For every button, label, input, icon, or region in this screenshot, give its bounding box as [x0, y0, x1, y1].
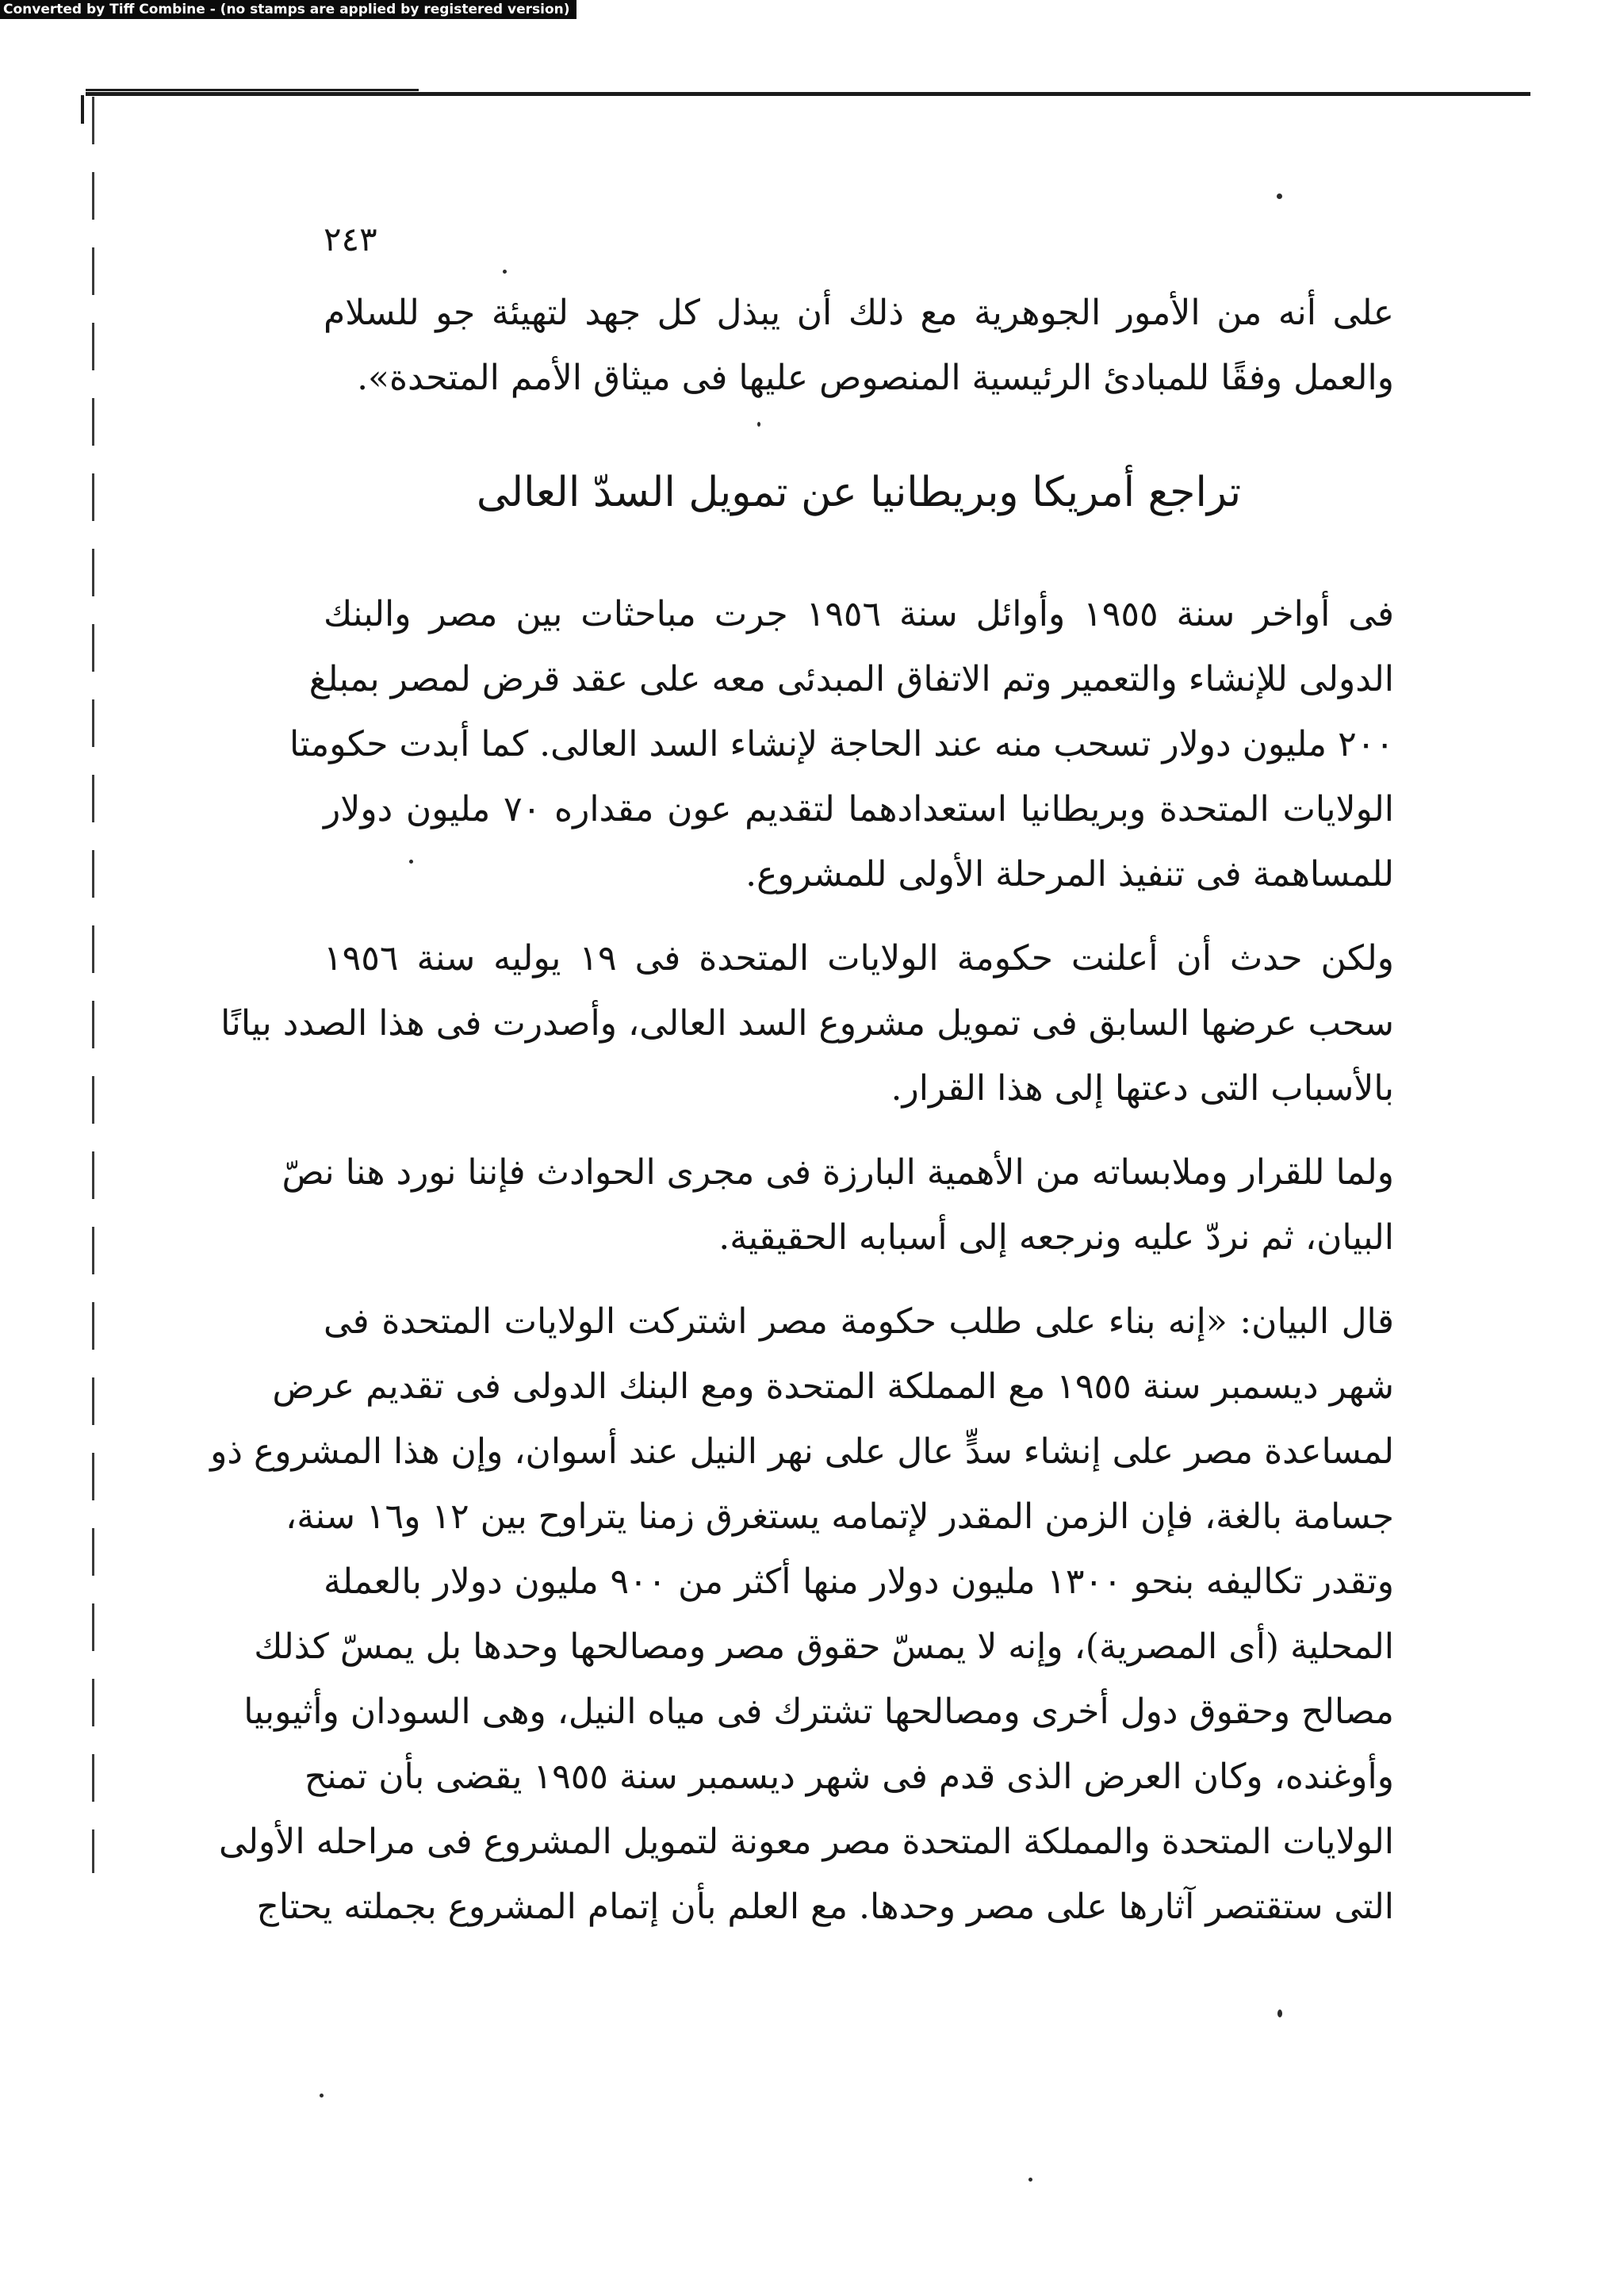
- scan-speck: [503, 270, 507, 274]
- text-line: بالأسباب التى دعتها إلى هذا القرار.: [891, 1068, 1394, 1109]
- scan-speck: [320, 2094, 324, 2098]
- paragraph-loan-talks: [289, 582, 1395, 907]
- text-line: الولايات المتحدة والمملكة المتحدة مصر معونة لتمويل المشروع فى مراحله الأولى: [218, 1822, 1394, 1862]
- text-line: الدولى للإنشاء والتعمير وتم الاتفاق المبدئى معه على عقد قرض لمصر بمبلغ: [308, 659, 1394, 699]
- text-line: التى ستقتصر آثارها على مصر وحدها. مع العلم بأن إتمام المشروع بجملته يحتاج: [256, 1887, 1394, 1927]
- text-line: الولايات المتحدة وبريطانيا استعدادهما لتقديم عون مقداره ٧٠ مليون دولار: [324, 789, 1394, 829]
- text-line: ولما للقرار وملابساته من الأهمية البارزة فى مجرى الحوادث فإننا نورد هنا نصّ: [282, 1152, 1394, 1193]
- text-line: على أنه من الأمور الجوهرية مع ذلك أن يبذل كل جهد لتهيئة جو للسلام: [324, 293, 1394, 333]
- page-number: ٢٤٣: [324, 220, 377, 259]
- text-line: لمساعدة مصر على إنشاء سدٍّ عال على نهر النيل عند أسوان، وإن هذا المشروع ذو: [210, 1431, 1394, 1472]
- text-line: وتقدر تكاليفه بنحو ١٣٠٠ مليون دولار منها أكثر من ٩٠٠ مليون دولار بالعملة: [324, 1561, 1394, 1602]
- text-line: مصالح وحقوق دول أخرى ومصالحها تشترك فى مياه النيل، وهى السودان وأثيوبيا: [243, 1691, 1394, 1732]
- scan-speck: [1028, 2178, 1032, 2182]
- text-line: والعمل وفقًا للمبادئ الرئيسية المنصوص عليها فى ميثاق الأمم المتحدة».: [357, 358, 1394, 398]
- text-line: المحلية (أى المصرية)، وإنه لا يمسّ حقوق مصر ومصالحها وحدها بل يمسّ كذلك: [254, 1626, 1394, 1667]
- text-line: للمساهمة فى تنفيذ المرحلة الأولى للمشروع.: [745, 854, 1394, 895]
- opening-paragraph: [324, 281, 1394, 411]
- text-line: فى أواخر سنة ١٩٥٥ وأوائل سنة ١٩٥٦ جرت مباحثات بين مصر والبنك: [324, 594, 1395, 634]
- text-line: ٢٠٠ مليون دولار تسحب منه عند الحاجة لإنشاء السد العالى. كما أبدت حكومتا: [289, 724, 1394, 764]
- text-line: البيان، ثم نردّ عليه ونرجعه إلى أسبابه الحقيقية.: [718, 1217, 1394, 1258]
- text-line: ولكن حدث أن أعلنت حكومة الولايات المتحدة فى ١٩ يوليه سنة ١٩٥٦: [324, 938, 1394, 979]
- page-body: [210, 281, 1395, 1959]
- converter-banner: Converted by Tiff Combine - (no stamps are applied by registered version): [0, 0, 576, 19]
- section-heading: تراجع أمريكا وبريطانيا عن تمويل السدّ العالى: [476, 469, 1242, 516]
- scan-speck: [1277, 193, 1282, 199]
- header-rule-shadow: [86, 89, 419, 91]
- text-line: جسامة بالغة، فإن الزمن المقدر لإتمامه يستغرق زمنا يتراوح بين ١٢ و١٦ سنة،: [285, 1496, 1394, 1537]
- scan-speck: [1277, 2009, 1282, 2017]
- header-rule: [86, 92, 1530, 96]
- paragraph-statement-quote: [210, 1289, 1394, 1940]
- paragraph-importance: [282, 1140, 1394, 1270]
- margin-rule: [92, 97, 94, 1873]
- text-line: شهر ديسمبر سنة ١٩٥٥ مع المملكة المتحدة ومع البنك الدولى فى تقديم عرض: [272, 1366, 1394, 1407]
- paragraph-withdrawal: [220, 926, 1394, 1121]
- text-line: وأوغنده، وكان العرض الذى قدم فى شهر ديسمبر سنة ١٩٥٥ يقضى بأن تمنح: [304, 1757, 1394, 1797]
- binding-edge-mark: [81, 95, 84, 124]
- text-line: قال البيان: «إنه بناء على طلب حكومة مصر اشتركت الولايات المتحدة فى: [324, 1301, 1394, 1342]
- text-line: سحب عرضها السابق فى تمويل مشروع السد العالى، وأصدرت فى هذا الصدد بيانًا: [220, 1003, 1394, 1044]
